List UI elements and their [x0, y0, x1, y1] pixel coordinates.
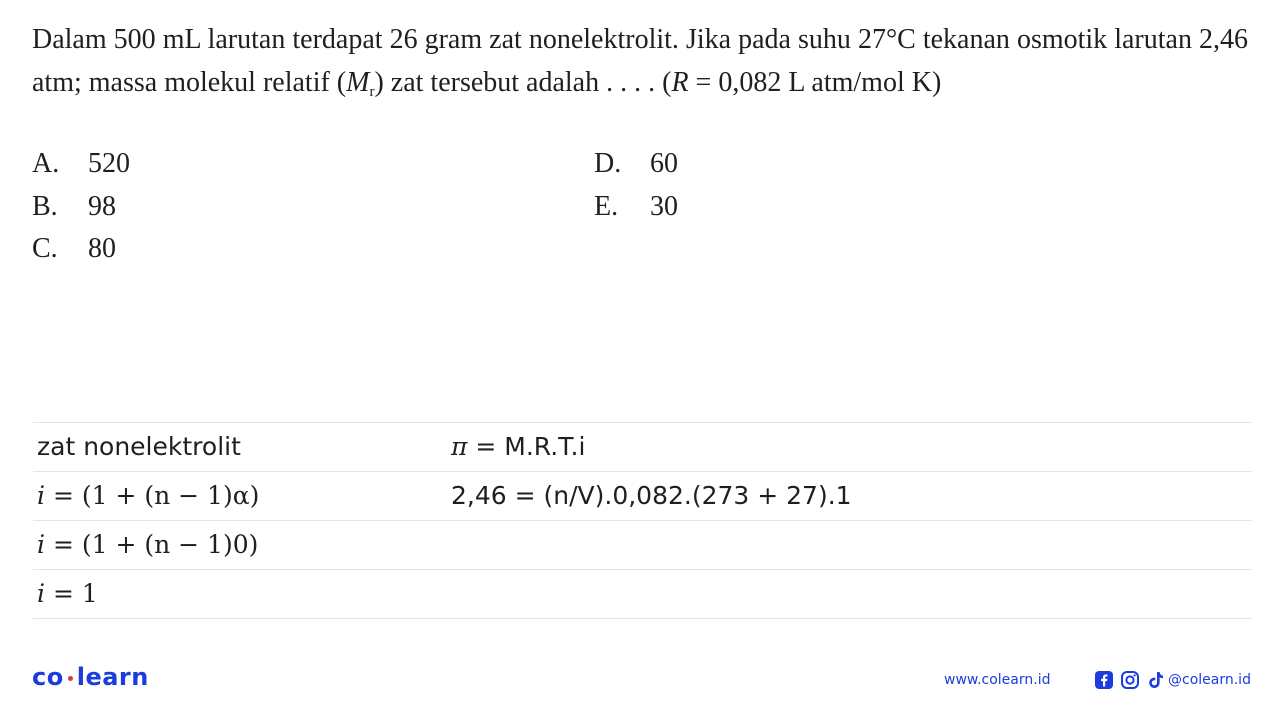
option-value: 30 [650, 191, 678, 222]
social-handle[interactable]: @colearn.id [1168, 672, 1251, 688]
r-symbol: R [671, 67, 689, 98]
option-d[interactable] [594, 144, 678, 184]
facebook-icon[interactable] [1094, 670, 1114, 690]
option-a[interactable] [32, 144, 130, 184]
colearn-logo [32, 663, 149, 691]
vant-hoff-substitution: = (1 + (n − 1)0) [52, 530, 259, 559]
mr-subscript: r [369, 84, 375, 100]
option-e[interactable] [594, 187, 678, 227]
option-label: A. [32, 148, 60, 179]
pi-symbol: π [451, 432, 468, 461]
option-value: 98 [88, 191, 116, 222]
question-part2: ) zat tersebut adalah . . . . ( [374, 67, 672, 98]
vant-hoff-result: = 1 [52, 579, 98, 608]
question-text [32, 18, 1248, 104]
solution-row [33, 422, 1252, 471]
solution-cell [37, 521, 258, 569]
i-symbol: i [37, 481, 45, 510]
solution-cell: zat nonelektrolit [37, 432, 241, 461]
i-symbol: i [37, 579, 45, 608]
option-label: B. [32, 191, 58, 222]
solution-cell: 2,46 = (n/V).0,082.(273 + 27).1 [451, 481, 852, 510]
option-value: 80 [88, 233, 116, 264]
option-c[interactable] [32, 229, 116, 269]
question-part3: = 0,082 L atm/mol K) [688, 67, 942, 98]
option-label: E. [594, 191, 619, 222]
solution-cell [37, 570, 98, 618]
solution-row [33, 471, 1252, 520]
brand-dot [68, 676, 73, 681]
footer-url[interactable]: www.colearn.id [944, 672, 1051, 688]
solution-cell [37, 472, 259, 520]
option-value: 520 [88, 148, 130, 179]
mr-symbol: M [346, 67, 370, 98]
brand-left: co [32, 663, 64, 691]
option-value: 60 [650, 148, 678, 179]
option-b[interactable] [32, 187, 116, 227]
osmotic-formula: = M.R.T.i [467, 432, 586, 461]
solution-cell [451, 423, 585, 471]
i-symbol: i [37, 530, 45, 559]
solution-row [33, 569, 1252, 619]
option-label: C. [32, 233, 58, 264]
vant-hoff-formula: = (1 + (n − 1)α) [52, 481, 260, 510]
instagram-icon[interactable] [1120, 670, 1140, 690]
brand-right: learn [76, 663, 149, 691]
option-label: D. [594, 148, 622, 179]
solution-row [33, 520, 1252, 569]
solution-table [33, 422, 1252, 619]
question-part1: Dalam 500 mL larutan terdapat 26 gram zat nonelektrolit. Jika pada suhu 27°C tekanan osmotik larutan 2,46 atm; massa molekul relatif ( [32, 24, 1248, 98]
tiktok-icon[interactable] [1146, 670, 1166, 690]
